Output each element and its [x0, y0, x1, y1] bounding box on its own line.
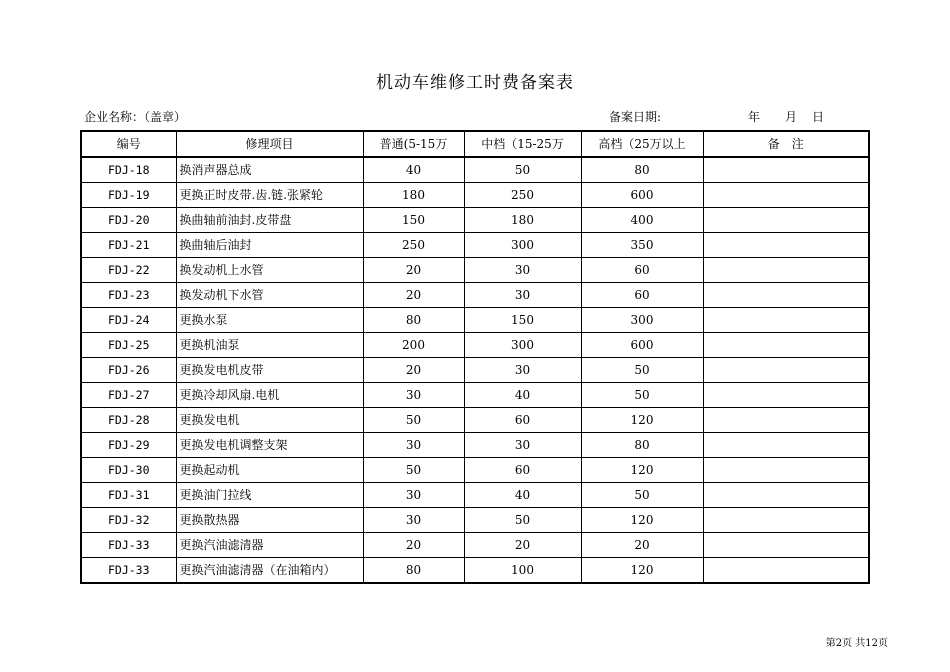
- cell-note: [703, 483, 869, 508]
- cell-mid-price: 150: [464, 308, 581, 333]
- cell-item: 换发动机上水管: [176, 258, 363, 283]
- cell-item: 更换汽油滤清器（在油箱内）: [176, 558, 363, 584]
- cell-normal-price: 40: [363, 157, 464, 183]
- cell-note: [703, 533, 869, 558]
- cell-normal-price: 200: [363, 333, 464, 358]
- cell-mid-price: 180: [464, 208, 581, 233]
- cell-note: [703, 308, 869, 333]
- cell-normal-price: 80: [363, 558, 464, 584]
- column-header-code: 编号: [81, 131, 176, 157]
- cell-note: [703, 157, 869, 183]
- table-row: [81, 208, 869, 233]
- cell-item: 更换发电机调整支架: [176, 433, 363, 458]
- cell-mid-price: 30: [464, 433, 581, 458]
- table-row: [81, 508, 869, 533]
- table-row: [81, 458, 869, 483]
- page-title: 机动车维修工时费备案表: [376, 73, 574, 93]
- column-header-mid: 中档（15-25万: [464, 131, 581, 157]
- cell-normal-price: 30: [363, 383, 464, 408]
- table-row: [81, 533, 869, 558]
- cell-high-price: 120: [581, 408, 703, 433]
- cell-code: FDJ-32: [81, 508, 176, 533]
- table-row: [81, 433, 869, 458]
- table-row: [81, 333, 869, 358]
- table-row: [81, 157, 869, 183]
- cell-code: FDJ-33: [81, 558, 176, 584]
- cell-item: 更换散热器: [176, 508, 363, 533]
- table-row: [81, 408, 869, 433]
- cell-normal-price: 50: [363, 408, 464, 433]
- cell-note: [703, 333, 869, 358]
- table-row: [81, 558, 869, 584]
- cell-note: [703, 233, 869, 258]
- table-row: [81, 183, 869, 208]
- column-header-item: 修理项目: [176, 131, 363, 157]
- date-month-label: 月: [785, 110, 798, 124]
- cell-mid-price: 300: [464, 333, 581, 358]
- cell-normal-price: 30: [363, 508, 464, 533]
- cell-code: FDJ-23: [81, 283, 176, 308]
- cell-note: [703, 558, 869, 584]
- labor-fee-table: [80, 130, 870, 584]
- date-day-label: 日: [812, 110, 825, 124]
- cell-mid-price: 60: [464, 408, 581, 433]
- cell-normal-price: 30: [363, 483, 464, 508]
- cell-high-price: 80: [581, 157, 703, 183]
- cell-item: 更换正时皮带.齿.链.张紧轮: [176, 183, 363, 208]
- cell-high-price: 60: [581, 283, 703, 308]
- cell-mid-price: 50: [464, 508, 581, 533]
- table-row: [81, 383, 869, 408]
- cell-normal-price: 180: [363, 183, 464, 208]
- page-number: 第2页 共12页: [825, 638, 888, 649]
- cell-code: FDJ-24: [81, 308, 176, 333]
- table-row: [81, 483, 869, 508]
- cell-normal-price: 20: [363, 533, 464, 558]
- cell-normal-price: 20: [363, 258, 464, 283]
- cell-code: FDJ-27: [81, 383, 176, 408]
- cell-item: 更换发电机: [176, 408, 363, 433]
- cell-code: FDJ-31: [81, 483, 176, 508]
- cell-mid-price: 50: [464, 157, 581, 183]
- cell-high-price: 300: [581, 308, 703, 333]
- cell-mid-price: 60: [464, 458, 581, 483]
- table-row: [81, 308, 869, 333]
- cell-mid-price: 30: [464, 358, 581, 383]
- cell-note: [703, 283, 869, 308]
- cell-normal-price: 30: [363, 433, 464, 458]
- table-header-row: [81, 131, 869, 157]
- cell-mid-price: 30: [464, 283, 581, 308]
- cell-item: 换发动机下水管: [176, 283, 363, 308]
- cell-note: [703, 208, 869, 233]
- cell-code: FDJ-20: [81, 208, 176, 233]
- cell-note: [703, 508, 869, 533]
- cell-note: [703, 358, 869, 383]
- cell-note: [703, 258, 869, 283]
- cell-item: 换曲轴前油封.皮带盘: [176, 208, 363, 233]
- cell-item: 换消声器总成: [176, 157, 363, 183]
- cell-item: 换曲轴后油封: [176, 233, 363, 258]
- table-row: [81, 233, 869, 258]
- cell-code: FDJ-22: [81, 258, 176, 283]
- cell-note: [703, 383, 869, 408]
- cell-high-price: 120: [581, 508, 703, 533]
- cell-mid-price: 20: [464, 533, 581, 558]
- cell-item: 更换机油泵: [176, 333, 363, 358]
- cell-mid-price: 300: [464, 233, 581, 258]
- cell-normal-price: 20: [363, 283, 464, 308]
- column-header-note: 备 注: [703, 131, 869, 157]
- cell-high-price: 50: [581, 383, 703, 408]
- column-header-high: 高档（25万以上: [581, 131, 703, 157]
- cell-mid-price: 40: [464, 483, 581, 508]
- table-row: [81, 283, 869, 308]
- cell-code: FDJ-18: [81, 157, 176, 183]
- cell-high-price: 20: [581, 533, 703, 558]
- cell-high-price: 600: [581, 183, 703, 208]
- cell-item: 更换油门拉线: [176, 483, 363, 508]
- cell-item: 更换水泵: [176, 308, 363, 333]
- cell-high-price: 400: [581, 208, 703, 233]
- cell-code: FDJ-30: [81, 458, 176, 483]
- cell-normal-price: 80: [363, 308, 464, 333]
- company-name-label: 企业名称：（盖章）: [84, 110, 187, 124]
- column-header-normal: 普通(5-15万: [363, 131, 464, 157]
- cell-note: [703, 408, 869, 433]
- cell-note: [703, 433, 869, 458]
- cell-normal-price: 50: [363, 458, 464, 483]
- cell-normal-price: 250: [363, 233, 464, 258]
- cell-item: 更换发电机皮带: [176, 358, 363, 383]
- table-row: [81, 258, 869, 283]
- table-body: [81, 157, 869, 583]
- cell-high-price: 350: [581, 233, 703, 258]
- cell-code: FDJ-19: [81, 183, 176, 208]
- table-row: [81, 358, 869, 383]
- cell-code: FDJ-29: [81, 433, 176, 458]
- cell-high-price: 120: [581, 558, 703, 584]
- cell-mid-price: 100: [464, 558, 581, 584]
- cell-high-price: 80: [581, 433, 703, 458]
- cell-high-price: 60: [581, 258, 703, 283]
- cell-item: 更换汽油滤清器: [176, 533, 363, 558]
- cell-code: FDJ-21: [81, 233, 176, 258]
- cell-mid-price: 40: [464, 383, 581, 408]
- cell-mid-price: 30: [464, 258, 581, 283]
- cell-code: FDJ-25: [81, 333, 176, 358]
- cell-code: FDJ-26: [81, 358, 176, 383]
- cell-item: 更换起动机: [176, 458, 363, 483]
- date-year-label: 年: [748, 110, 761, 124]
- cell-code: FDJ-28: [81, 408, 176, 433]
- cell-mid-price: 250: [464, 183, 581, 208]
- cell-normal-price: 150: [363, 208, 464, 233]
- filing-date-label: 备案日期:: [609, 110, 662, 124]
- cell-high-price: 600: [581, 333, 703, 358]
- cell-high-price: 120: [581, 458, 703, 483]
- cell-code: FDJ-33: [81, 533, 176, 558]
- cell-note: [703, 458, 869, 483]
- cell-item: 更换冷却风扇.电机: [176, 383, 363, 408]
- cell-high-price: 50: [581, 358, 703, 383]
- cell-normal-price: 20: [363, 358, 464, 383]
- cell-note: [703, 183, 869, 208]
- cell-high-price: 50: [581, 483, 703, 508]
